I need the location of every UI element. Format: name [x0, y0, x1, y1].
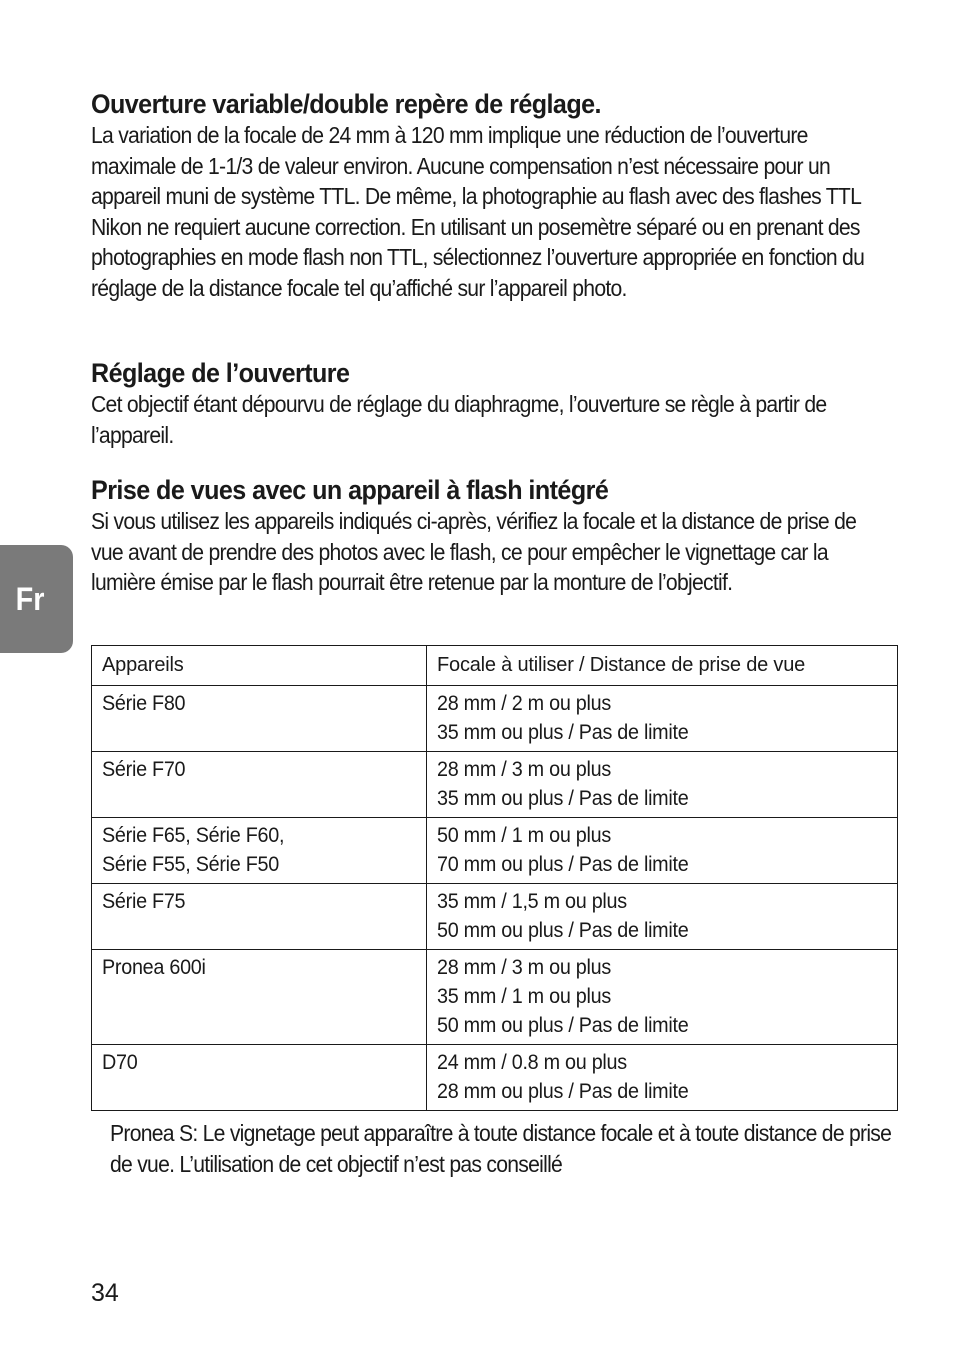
table-row — [92, 884, 898, 950]
focal-distance-cell-line: 28 mm / 3 m ou plus — [437, 955, 611, 979]
section-body: Si vous utilisez les appareils indiqués ci-après, vérifiez la focale et la distance de prise de vue avant de prendre des photos avec le flash, ce pour empêcher le vignettage car la lumière émise par le flash pourrait être retenue par la monture de l’objectif. — [91, 508, 857, 595]
column-header-focal-distance: Focale à utiliser / Distance de prise de vue — [427, 646, 898, 686]
camera-cell-line: Série F65, Série F60, — [102, 823, 285, 847]
table-body — [92, 686, 898, 1111]
table-row — [92, 1045, 898, 1111]
focal-distance-cell-line: 35 mm / 1 m ou plus — [437, 984, 611, 1008]
section-heading: Ouverture variable/double repère de réglage. — [91, 89, 601, 119]
camera-cell — [92, 884, 427, 950]
focal-distance-cell — [427, 752, 898, 818]
focal-distance-cell-line: 28 mm ou plus / Pas de limite — [437, 1079, 689, 1103]
camera-cell — [92, 1045, 427, 1111]
focal-distance-cell-line: 50 mm ou plus / Pas de limite — [437, 918, 689, 942]
camera-cell-line: Série F55, Série F50 — [102, 852, 279, 876]
section-heading: Prise de vues avec un appareil à flash intégré — [91, 475, 609, 505]
table-row — [92, 818, 898, 884]
focal-distance-cell-line: 35 mm ou plus / Pas de limite — [437, 720, 689, 744]
table-row — [92, 752, 898, 818]
table-row — [92, 950, 898, 1045]
section-heading: Réglage de l’ouverture — [91, 358, 350, 388]
camera-cell — [92, 818, 427, 884]
camera-cell-line: Série F80 — [102, 691, 186, 715]
table-header-row — [92, 646, 898, 686]
camera-cell-line: Série F75 — [102, 889, 186, 913]
focal-distance-cell-line: 35 mm ou plus / Pas de limite — [437, 786, 689, 810]
focal-distance-cell-line: 35 mm / 1,5 m ou plus — [437, 889, 627, 913]
language-tab-label: Fr — [15, 580, 44, 617]
section-variable-aperture — [91, 88, 903, 303]
section-aperture-setting — [91, 357, 903, 450]
camera-compatibility-table — [91, 645, 898, 1111]
focal-distance-cell — [427, 884, 898, 950]
section-body: La variation de la focale de 24 mm à 120 mm implique une réduction de l’ouverture maximale de 1-1/3 de valeur environ. Aucune compensation n’est nécessaire pour un appareil muni de système TTL. De même, la photographie au flash avec des flashes TTL Nikon ne requiert aucune correction. En utilisant un posemètre séparé ou en prenant des photographies en mode flash non TTL, sélectionnez l’ouverture appropriée en fonction du réglage de la distance focale tel qu’affiché sur l’appareil photo. — [91, 122, 865, 301]
focal-distance-cell — [427, 818, 898, 884]
camera-cell-line: Pronea 600i — [102, 955, 206, 979]
section-body: Cet objectif étant dépourvu de réglage du diaphragme, l’ouverture se règle à partir de l’appareil. — [91, 391, 827, 448]
focal-distance-cell — [427, 1045, 898, 1111]
table-note: Pronea S: Le vignetage peut apparaître à toute distance focale et à toute distance de prise de vue. L’utilisation de cet objectif n’est pas conseillé — [110, 1120, 892, 1177]
focal-distance-cell — [427, 686, 898, 752]
focal-distance-cell-line: 50 mm ou plus / Pas de limite — [437, 1013, 689, 1037]
focal-distance-cell-line: 28 mm / 3 m ou plus — [437, 757, 611, 781]
focal-distance-cell-line: 28 mm / 2 m ou plus — [437, 691, 611, 715]
focal-distance-cell — [427, 950, 898, 1045]
camera-cell — [92, 950, 427, 1045]
column-header-cameras: Appareils — [92, 646, 427, 686]
camera-cell-line: Série F70 — [102, 757, 186, 781]
focal-distance-cell-line: 24 mm / 0.8 m ou plus — [437, 1050, 627, 1074]
camera-cell — [92, 752, 427, 818]
camera-cell — [92, 686, 427, 752]
focal-distance-cell-line: 50 mm / 1 m ou plus — [437, 823, 611, 847]
camera-cell-line: D70 — [102, 1050, 138, 1074]
table-row — [92, 686, 898, 752]
page-number: 34 — [91, 1279, 119, 1307]
section-built-in-flash — [91, 474, 903, 598]
focal-distance-cell-line: 70 mm ou plus / Pas de limite — [437, 852, 689, 876]
language-tab — [0, 545, 73, 653]
